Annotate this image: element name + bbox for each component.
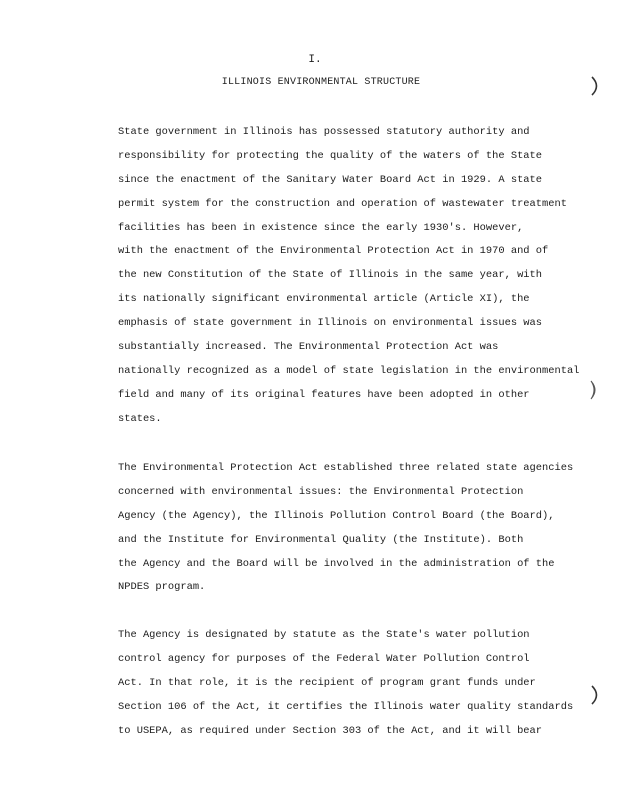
paragraph-agency-role <box>118 624 588 743</box>
text-line: Act. In that role, it is the recipient of program grant funds under <box>118 676 536 689</box>
text-line: field and many of its original features have been adopted in other <box>118 388 530 401</box>
text-line: nationally recognized as a model of state legislation in the environmental <box>118 364 580 377</box>
text-line: and the Institute for Environmental Quality (the Institute). Both <box>118 533 524 546</box>
text-line: control agency for purposes of the Federal Water Pollution Control <box>118 652 530 665</box>
text-line: responsibility for protecting the quality of the waters of the State <box>118 149 543 162</box>
punch-hole-icon <box>589 75 603 97</box>
text-line: its nationally significant environmental article (Article XI), the <box>118 293 530 306</box>
text-line: concerned with environmental issues: the Environmental Protection <box>118 485 524 498</box>
text-line: states. <box>118 412 162 425</box>
text-line: emphasis of state government in Illinois on environmental issues was <box>118 317 543 330</box>
section-number: I. <box>308 54 322 66</box>
text-line: State government in Illinois has possessed statutory authority and <box>118 126 530 138</box>
text-line: The Environmental Protection Act established three related state agencies <box>118 462 574 474</box>
punch-hole-icon <box>589 684 603 706</box>
text-line: since the enactment of the Sanitary Water Board Act in 1929. A state <box>118 173 543 186</box>
text-line: to USEPA, as required under Section 303 of the Act, and it will bear <box>118 724 543 737</box>
text-line: with the enactment of the Environmental Protection Act in 1970 and of <box>118 245 549 258</box>
text-line: facilities has been in existence since the early 1930's. However, <box>118 221 524 234</box>
paragraph-state-authority <box>118 121 588 432</box>
text-line: permit system for the construction and operation of wastewater treatment <box>118 197 567 210</box>
text-line: NPDES program. <box>118 581 206 594</box>
text-line: substantially increased. The Environmental Protection Act was <box>118 341 499 354</box>
text-line: The Agency is designated by statute as the State's water pollution <box>118 629 530 641</box>
text-line: the new Constitution of the State of Illinois in the same year, with <box>118 269 543 282</box>
text-line: Section 106 of the Act, it certifies the Illinois water quality standards <box>118 700 574 713</box>
paragraph-three-agencies <box>118 457 588 600</box>
punch-hole-icon <box>588 379 602 401</box>
text-line: Agency (the Agency), the Illinois Pollution Control Board (the Board), <box>118 509 555 522</box>
section-title: ILLINOIS ENVIRONMENTAL STRUCTURE <box>221 77 421 88</box>
text-line: the Agency and the Board will be involved in the administration of the <box>118 557 555 570</box>
